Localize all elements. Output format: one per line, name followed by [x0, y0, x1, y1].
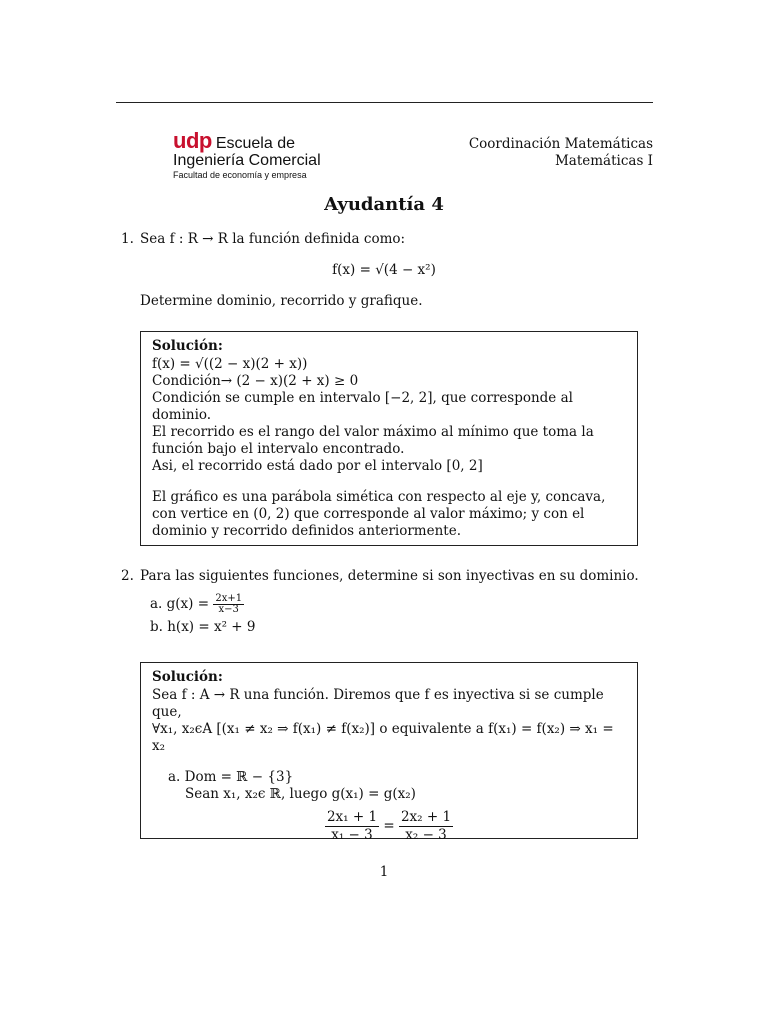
eq-left-num: 2x₁ + 1 — [326, 809, 378, 825]
q2-item-a — [150, 594, 244, 615]
q2-solution-line1: Sea f : A → R una función. Diremos que f es inyectiva si se cumple que, — [152, 687, 604, 720]
q2-solution-line2: ∀x₁, x₂ϵA [(x₁ ≠ x₂ ⇒ f(x₁) ≠ f(x₂)] o equivalente a f(x₁) = f(x₂) ⇒ x₁ = x₂ — [152, 721, 614, 754]
q2-item-a-fraction — [213, 594, 244, 615]
q2-item-a-den: x−3 — [218, 604, 239, 615]
q1-solution-paragraph: El gráfico es una parábola simética con respecto al eje y, concava, con vertice en (0, 2) que corresponde al valor máximo; y con el dominio y recorrido definidos anteriormente. — [152, 489, 606, 539]
q2-text: Para las siguientes funciones, determine si son inyectivas en su dominio. — [140, 568, 639, 584]
q2-solution-a-dom: Dom = ℝ − {3} — [184, 769, 294, 785]
eq-right-fraction — [399, 809, 453, 844]
q1-solution-line: Condición se cumple en intervalo [−2, 2], que corresponde al dominio. — [152, 390, 573, 423]
logo-line2: Ingeniería Comercial — [173, 152, 321, 169]
eq-left-fraction — [325, 809, 379, 844]
q1-solution-line: Condición→ (2 − x)(2 + x) ≥ 0 — [152, 373, 359, 389]
q1-solution-box — [140, 331, 638, 546]
q1-solution-heading: Solución: — [152, 338, 223, 354]
q2-item-b-label: b. — [150, 619, 163, 635]
q2-solution-box — [140, 662, 638, 843]
q1-solution-line: f(x) = √((2 − x)(2 + x)) — [152, 356, 308, 372]
q2-number: 2. — [121, 568, 134, 584]
logo-line1: Escuela de — [215, 135, 295, 152]
q1-solution-line: El recorrido es el rango del valor máximo al mínimo que toma la función bajo el intervalo encontrado. — [152, 424, 594, 457]
q2-solution-heading: Solución: — [152, 669, 223, 685]
q1-solution-line: Asi, el recorrido está dado por el intervalo [0, 2] — [152, 458, 483, 474]
q1-formula: f(x) = √(4 − x²) — [332, 262, 436, 278]
header-rule — [116, 102, 653, 103]
q2-item-a-lhs: g(x) = — [166, 596, 210, 612]
eq-right-den: x₂ − 3 — [405, 827, 447, 843]
q1-number: 1. — [121, 231, 134, 247]
q2-equation — [152, 809, 626, 844]
logo-line3: Facultad de economía y empresa — [173, 170, 307, 180]
q2-item-a-label: a. — [150, 596, 163, 612]
q2-solution-a — [152, 769, 626, 803]
q1-text: Sea f : R → R la función definida como: — [140, 231, 406, 247]
eq-left-den: x₁ − 3 — [331, 827, 373, 843]
coord-line2: Matemáticas I — [554, 153, 653, 169]
eq-right-num: 2x₂ + 1 — [400, 809, 452, 825]
page-title: Ayudantía 4 — [324, 194, 444, 215]
q1-task: Determine dominio, recorrido y grafique. — [140, 293, 423, 309]
course-info — [469, 136, 653, 170]
q2-item-b — [150, 619, 255, 635]
page-number: 1 — [379, 864, 389, 880]
q2-solution-a-label: a. — [168, 769, 181, 785]
university-logo — [173, 128, 333, 181]
q2-item-b-text: h(x) = x² + 9 — [167, 619, 256, 635]
q2-item-a-num: 2x+1 — [215, 593, 243, 604]
eq-equals: = — [383, 818, 395, 834]
logo-udp: udp — [173, 128, 212, 153]
coord-line1: Coordinación Matemáticas — [468, 136, 653, 152]
q2-solution-a-line2: Sean x₁, x₂ϵ ℝ, luego g(x₁) = g(x₂) — [185, 786, 416, 802]
